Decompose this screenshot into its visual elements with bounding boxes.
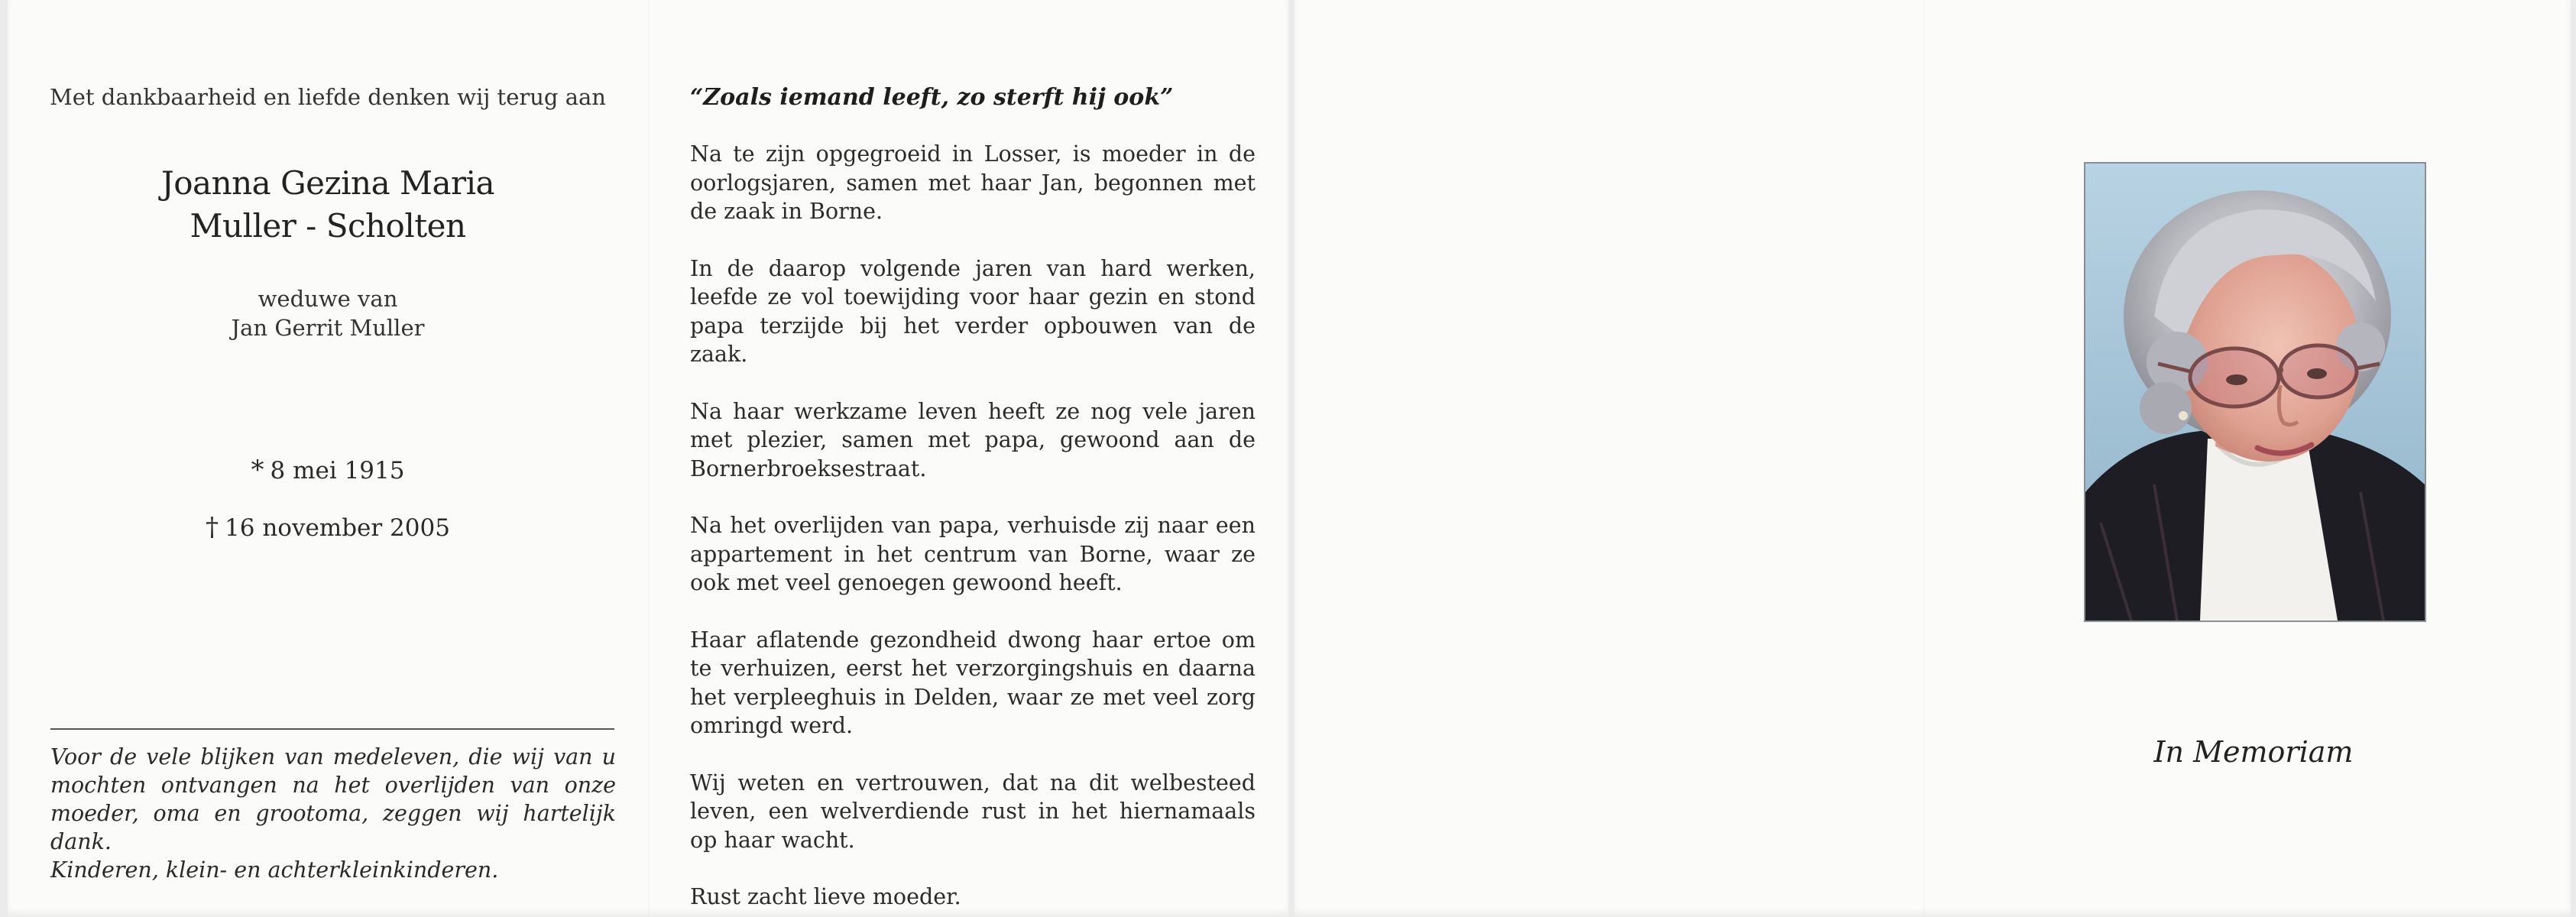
story-paragraph: Rust zacht lieve moeder. xyxy=(690,884,961,909)
deceased-name-line-2: Muller - Scholten xyxy=(190,207,466,245)
memorial-card-inside xyxy=(8,0,1288,917)
birth-date: 8 mei 1915 xyxy=(270,457,405,484)
portrait-photo xyxy=(2084,162,2426,622)
story-paragraph: Haar aflatende gezondheid dwong haar ertoe om te verhuizen, eerst het verzorgingshuis en daarna het verpleeghuis in Delden, waar ze met veel zorg omringd werd. xyxy=(690,627,1256,738)
story-paragraph: Na te zijn opgegroeid in Losser, is moeder in de oorlogsjaren, samen met haar Jan, begonnen met de zaak in Borne. xyxy=(690,141,1256,224)
birth-star-icon: * xyxy=(251,455,264,485)
death-date-line xyxy=(8,512,648,543)
memorial-card-outside xyxy=(1294,0,2571,917)
intro-text: Met dankbaarheid en liefde denken wij terug aan xyxy=(50,84,606,110)
spouse-name: Jan Gerrit Muller xyxy=(231,315,425,341)
story-paragraph: Na het overlijden van papa, verhuisde zij naar een appartement in het centrum van Borne, waar ze ook met veel genoegen gewoond heeft. xyxy=(690,513,1256,595)
life-story xyxy=(690,140,1256,917)
widow-of-block xyxy=(8,284,648,342)
portrait-illustration xyxy=(2085,164,2425,621)
divider-line xyxy=(50,728,614,730)
story-paragraph: In de daarop volgende jaren van hard werken, leefde ze vol toewijding voor haar gezin en stond papa terzijde bij het verder opbouwen van de zaak. xyxy=(690,255,1256,367)
card-fold-line xyxy=(648,0,650,917)
birth-date-line xyxy=(8,455,648,485)
thanks-text: Voor de vele blijken van medeleven, die wij van u mochten ontvangen na het overlijden van onze moeder, oma en grootoma, zeggen wij hartelijk dank. xyxy=(50,744,616,854)
in-memoriam-title: In Memoriam xyxy=(2153,735,2354,769)
death-cross-icon: † xyxy=(206,512,219,543)
widow-label: weduwe van xyxy=(258,286,398,312)
deceased-name-line-1: Joanna Gezina Maria xyxy=(160,164,495,202)
signed-by-text: Kinderen, klein- en achterkleinkinderen. xyxy=(50,857,499,883)
death-date: 16 november 2005 xyxy=(225,514,450,542)
story-paragraph: Wij weten en vertrouwen, dat na dit welbesteed leven, een welverdiende rust in het hiernamaals op haar wacht. xyxy=(690,770,1256,853)
story-paragraph: Na haar werkzame leven heeft ze nog vele jaren met plezier, samen met papa, gewoond aan de Bornerbroeksestraat. xyxy=(690,398,1256,481)
card-fold-line xyxy=(1923,0,1925,917)
deceased-name xyxy=(8,162,648,248)
quote-heading: “Zoals iemand leeft, zo sterft hij ook” xyxy=(690,84,1174,111)
